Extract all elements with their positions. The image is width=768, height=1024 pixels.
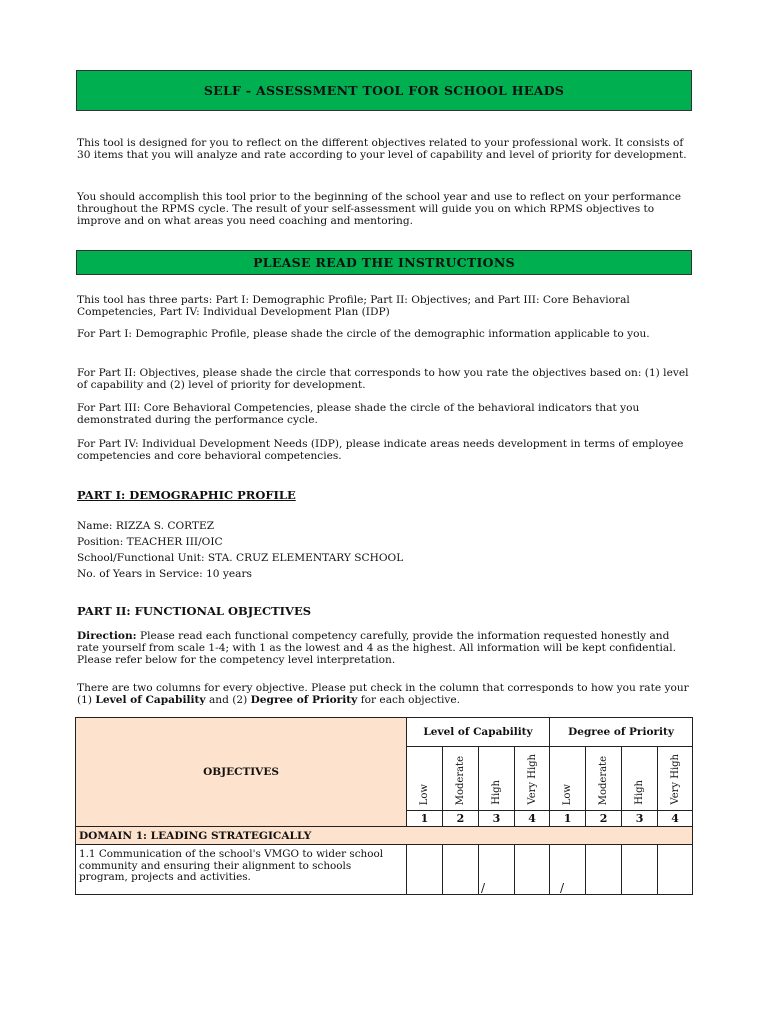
scale-number: 1 xyxy=(407,811,443,827)
scale-number: 3 xyxy=(479,811,515,827)
columns-text: There are two columns for every objective. Please put check in the column that corresponds to how you rate your (1) xyxy=(77,682,689,706)
objectives-table xyxy=(75,717,693,895)
profile-unit: School/Functional Unit: STA. CRUZ ELEMENTARY SCHOOL xyxy=(77,552,404,564)
check-mark: / xyxy=(481,881,486,895)
columns-paragraph xyxy=(77,682,692,706)
capability-low-header: Low xyxy=(407,747,443,811)
scale-number: 2 xyxy=(443,811,479,827)
profile-years: No. of Years in Service: 10 years xyxy=(77,568,252,580)
instructions-paragraph-2: For Part I: Demographic Profile, please shade the circle of the demographic information applicable to you. xyxy=(77,328,650,340)
scale-number: 4 xyxy=(658,811,693,827)
priority-moderate-header: Moderate xyxy=(586,747,622,811)
instructions-paragraph-3: For Part II: Objectives, please shade the circle that corresponds to how you rate the objectives based on: (1) level of capability and (2) level of priority for development. xyxy=(77,367,689,391)
instructions-paragraph-1: This tool has three parts: Part I: Demographic Profile; Part II: Objectives; and Part III: Core Behavioral Competencies, Part IV: Individual Development Plan (IDP) xyxy=(77,294,630,318)
columns-text: for each objective. xyxy=(357,694,461,706)
part2-heading: PART II: FUNCTIONAL OBJECTIVES xyxy=(77,604,312,618)
priority-very-high-header: Very High xyxy=(658,747,693,811)
capability-high-cell[interactable] xyxy=(479,845,515,895)
instructions-paragraph-5: For Part IV: Individual Development Needs (IDP), please indicate areas needs development in terms of employee competencies and core behavioral competencies. xyxy=(77,438,684,462)
priority-low-header: Low xyxy=(550,747,586,811)
direction-text: Please read each functional competency carefully, provide the information requested honestly and rate yourself from scale 1-4; with 1 as the lowest and 4 as the highest. All information will be kept confidential. Please refer below for the competency level interpretation. xyxy=(77,630,676,666)
capability-header: Level of Capability xyxy=(407,718,550,747)
direction-paragraph xyxy=(77,630,692,666)
capability-moderate-header: Moderate xyxy=(443,747,479,811)
priority-low-cell[interactable] xyxy=(550,845,586,895)
part1-heading: PART I: DEMOGRAPHIC PROFILE xyxy=(77,488,296,502)
table-row xyxy=(76,845,693,895)
scale-number: 1 xyxy=(550,811,586,827)
capability-emphasis: Level of Capability xyxy=(95,694,206,706)
profile-position: Position: TEACHER III/OIC xyxy=(77,536,223,548)
priority-emphasis: Degree of Priority xyxy=(250,694,358,706)
priority-header: Degree of Priority xyxy=(550,718,693,747)
intro-paragraph-1: This tool is designed for you to reflect on the different objectives related to your professional work. It consists of 30 items that you will analyze and rate according to your level of capability and level of priority for development. xyxy=(77,137,687,161)
instructions-banner: PLEASE READ THE INSTRUCTIONS xyxy=(76,250,692,275)
objective-text: 1.1 Communication of the school's VMGO to wider school community and ensuring their alignment to schools program, projects and activities. xyxy=(76,845,407,895)
capability-low-cell[interactable] xyxy=(407,845,443,895)
instructions-paragraph-4: For Part III: Core Behavioral Competencies, please shade the circle of the behavioral indicators that you demonstrated during the performance cycle. xyxy=(77,402,640,426)
capability-moderate-cell[interactable] xyxy=(443,845,479,895)
priority-high-cell[interactable] xyxy=(622,845,658,895)
page-title: SELF - ASSESSMENT TOOL FOR SCHOOL HEADS xyxy=(76,70,692,111)
capability-very-high-header: Very High xyxy=(515,747,550,811)
objectives-header: OBJECTIVES xyxy=(76,718,407,827)
profile-name: Name: RIZZA S. CORTEZ xyxy=(77,520,215,532)
scale-number: 4 xyxy=(515,811,550,827)
priority-high-header: High xyxy=(622,747,658,811)
scale-number: 2 xyxy=(586,811,622,827)
intro-paragraph-2: You should accomplish this tool prior to the beginning of the school year and use to reflect on your performance throughout the RPMS cycle. The result of your self-assessment will guide you on which RPMS objectives to improve and on what areas you need coaching and mentoring. xyxy=(77,191,682,227)
direction-label: Direction: xyxy=(77,630,137,642)
capability-high-header: High xyxy=(479,747,515,811)
columns-text: and (2) xyxy=(205,694,251,706)
domain-row: DOMAIN 1: LEADING STRATEGICALLY xyxy=(76,827,693,845)
capability-very-high-cell[interactable] xyxy=(515,845,550,895)
check-mark: / xyxy=(560,881,565,895)
priority-moderate-cell[interactable] xyxy=(586,845,622,895)
priority-very-high-cell[interactable] xyxy=(658,845,693,895)
scale-number: 3 xyxy=(622,811,658,827)
